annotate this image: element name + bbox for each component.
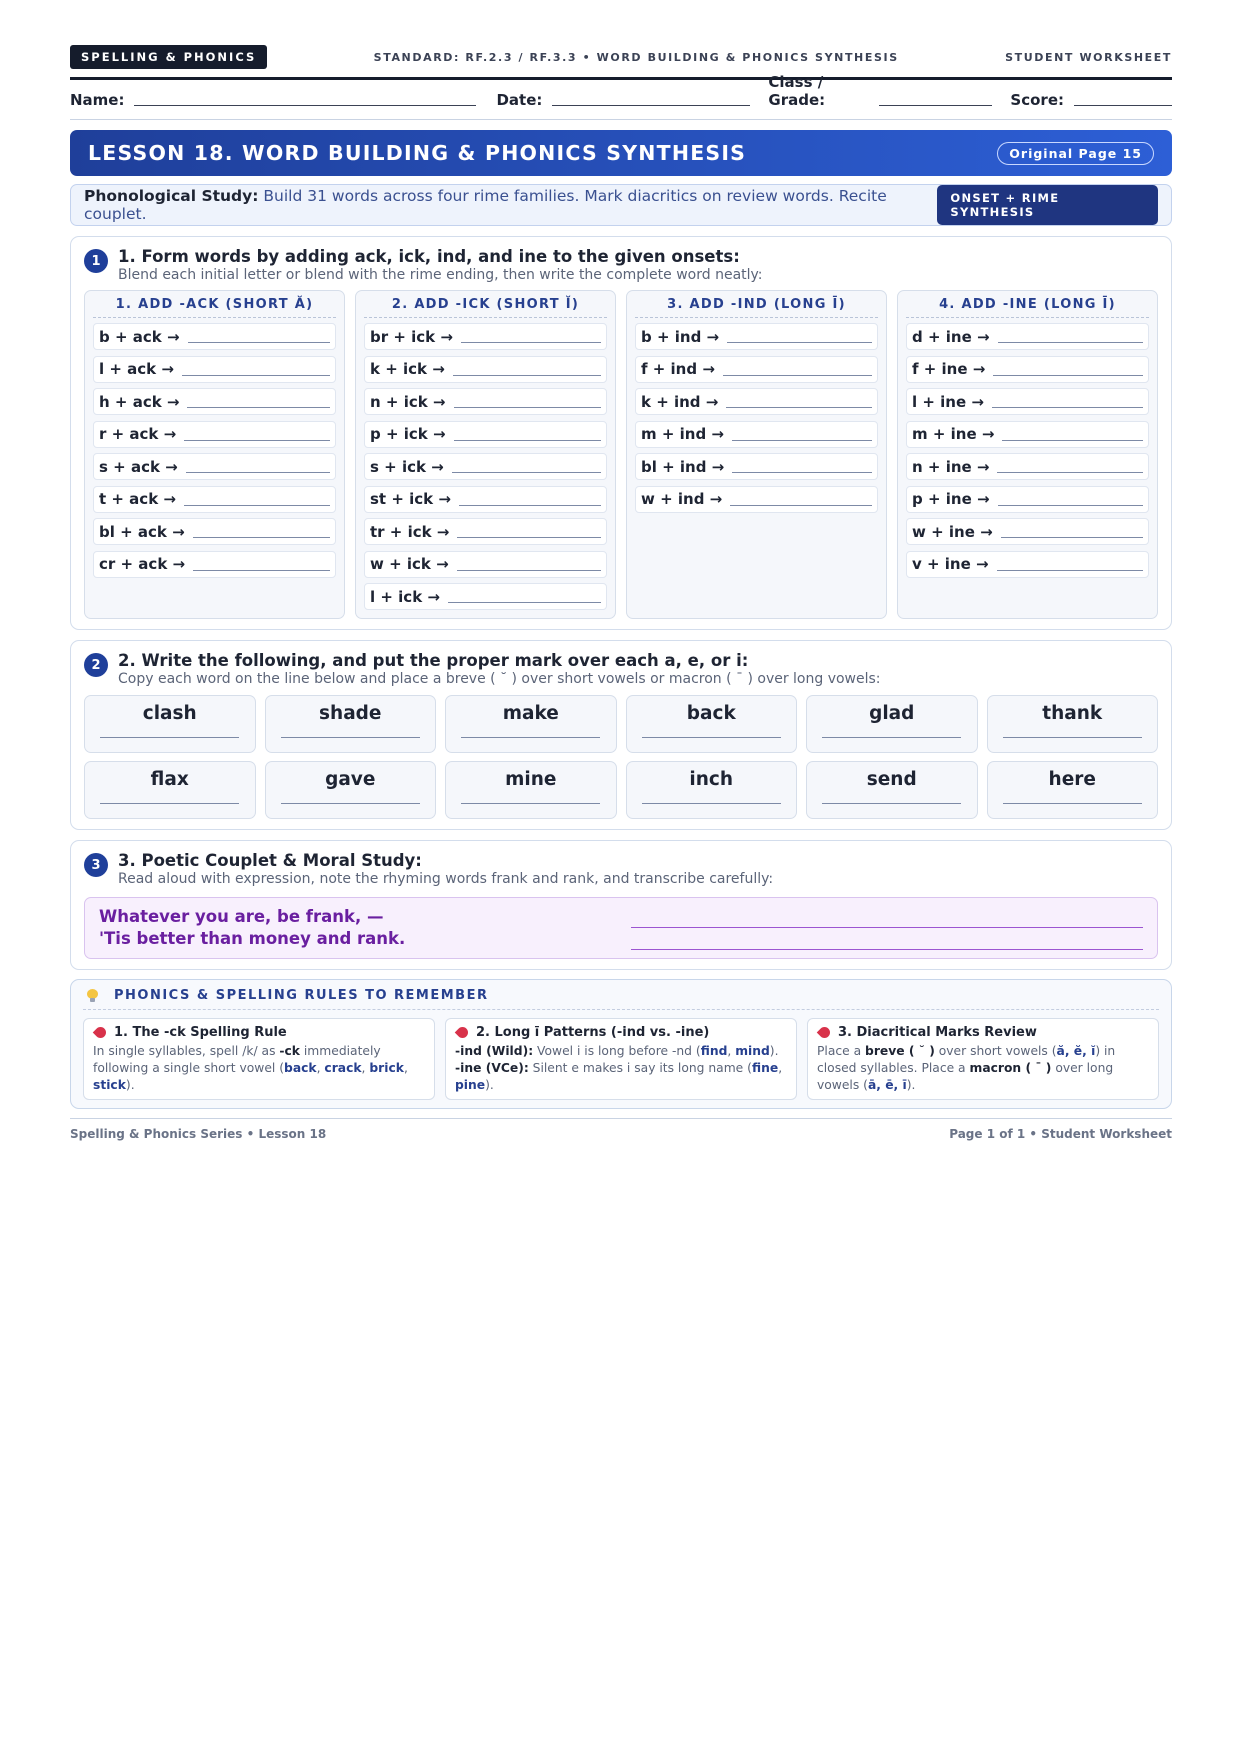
word-entry — [364, 421, 607, 448]
word-card — [265, 761, 437, 819]
rule-text: ). — [125, 1078, 135, 1092]
answer-line[interactable] — [100, 803, 239, 804]
review-word: flax — [150, 769, 189, 790]
word-entry — [364, 323, 607, 350]
rule-title-text: 2. Long ī Patterns (-ind vs. -ine) — [476, 1025, 710, 1040]
column-heading: 2. ADD -ICK (SHORT Ĭ) — [364, 297, 607, 318]
word-entry — [93, 453, 336, 480]
word-card — [445, 761, 617, 819]
onset-rime-label: br + ick → — [370, 327, 453, 346]
answer-line[interactable] — [992, 407, 1143, 408]
separator: , — [403, 1061, 408, 1075]
page-footer — [70, 1118, 1172, 1141]
category-tag: SPELLING & PHONICS — [70, 45, 267, 69]
rules-header — [83, 988, 1159, 1010]
footer-series: Spelling & Phonics Series • Lesson 18 — [70, 1127, 327, 1141]
review-word: back — [686, 703, 736, 724]
synthesis-tag: ONSET + RIME SYNTHESIS — [937, 185, 1158, 225]
rules-panel — [70, 979, 1172, 1109]
rime-columns — [84, 290, 1158, 619]
rule-text: immediately following a single short vowel ( — [93, 1044, 381, 1075]
answer-line[interactable] — [461, 737, 600, 738]
answer-line[interactable] — [726, 407, 872, 408]
review-word: thank — [1042, 703, 1103, 724]
couplet-text — [99, 906, 631, 950]
separator: , — [727, 1044, 736, 1058]
word-entry — [364, 518, 607, 545]
rule-text: over short vowels ( — [934, 1044, 1057, 1058]
rime-column-ind — [626, 290, 887, 619]
onset-rime-label: p + ick → — [370, 425, 446, 443]
review-word: clash — [142, 703, 197, 724]
section-2-subtitle: Copy each word on the line below and place a breve ( ˘ ) over short vowels or macron ( ¯ ) over long vowels: — [118, 671, 881, 687]
word-entry — [906, 551, 1149, 578]
word-card — [84, 761, 256, 819]
rime-column-ine — [897, 290, 1158, 619]
score-input-line[interactable] — [1074, 105, 1172, 106]
word-entry — [906, 421, 1149, 448]
couplet-line-1: Whatever you are, be frank, — — [99, 907, 384, 926]
rule-card-body — [93, 1043, 425, 1094]
onset-rime-label: w + ick → — [370, 555, 449, 573]
onset-rime-label: s + ack → — [99, 457, 178, 476]
onset-rime-label: n + ick → — [370, 392, 446, 411]
answer-line[interactable] — [642, 803, 781, 804]
word-entry — [906, 388, 1149, 415]
pushpin-icon — [455, 1025, 471, 1041]
rule-card-body — [817, 1043, 1149, 1094]
answer-line[interactable] — [998, 505, 1143, 506]
study-label: Phonological Study: — [84, 187, 259, 205]
onset-rime-label: m + ind → — [641, 425, 724, 443]
date-input-line[interactable] — [552, 105, 750, 106]
word-grid — [84, 695, 1158, 819]
separator: , — [316, 1061, 325, 1075]
rule-bold: -ine (VCe): — [455, 1061, 529, 1075]
answer-line[interactable] — [182, 375, 330, 376]
word-entry — [364, 356, 607, 383]
answer-line[interactable] — [1002, 440, 1143, 441]
worksheet-page — [70, 44, 1172, 1141]
section-poetic-couplet — [70, 840, 1172, 970]
word-entry — [906, 356, 1149, 383]
answer-line[interactable] — [1001, 537, 1143, 538]
rule-bold: -ind (Wild): — [455, 1044, 534, 1058]
answer-line[interactable] — [993, 375, 1143, 376]
answer-line[interactable] — [822, 803, 961, 804]
review-word: shade — [319, 703, 382, 724]
word-entry — [93, 486, 336, 513]
phonological-study-bar — [70, 184, 1172, 226]
rule-card-title — [817, 1025, 1149, 1040]
date-field[interactable] — [496, 91, 750, 109]
answer-line[interactable] — [997, 570, 1143, 571]
word-card — [265, 695, 437, 753]
section-2-title: 2. Write the following, and put the proper mark over each a, e, or i: — [118, 651, 749, 670]
answer-line[interactable] — [1003, 803, 1142, 804]
rule-card-diacritics — [807, 1018, 1159, 1100]
answer-line[interactable] — [188, 342, 330, 343]
rule-text: Place a — [817, 1044, 866, 1058]
rule-bold: -ck — [279, 1044, 300, 1058]
onset-rime-label: h + ack → — [99, 392, 180, 411]
word-entry — [906, 486, 1149, 513]
review-word: inch — [689, 769, 734, 790]
onset-rime-label: s + ick → — [370, 457, 444, 476]
word-entry — [906, 323, 1149, 350]
section-1-subtitle: Blend each initial letter or blend with the rime ending, then write the complete word neatly: — [118, 267, 763, 283]
answer-line[interactable] — [186, 472, 330, 473]
answer-line[interactable] — [457, 537, 601, 538]
lesson-banner — [70, 130, 1172, 176]
onset-rime-label: l + ine → — [912, 392, 984, 411]
onset-rime-label: k + ick → — [370, 360, 445, 378]
pushpin-icon — [817, 1025, 833, 1041]
transcription-line-1[interactable] — [631, 906, 1143, 928]
answer-line[interactable] — [998, 342, 1143, 343]
section-1-header — [84, 247, 1158, 283]
word-card — [806, 761, 978, 819]
rule-text: Silent e makes i say its long name ( — [528, 1061, 752, 1075]
word-entry — [364, 583, 607, 610]
onset-rime-label: bl + ind → — [641, 457, 725, 476]
answer-line[interactable] — [459, 505, 601, 506]
onset-rime-label: d + ine → — [912, 327, 990, 346]
example-word: pine — [455, 1078, 486, 1092]
word-entry — [93, 323, 336, 350]
section-3-header — [84, 851, 1158, 887]
section-2-header — [84, 651, 1158, 687]
example-word: find — [700, 1044, 728, 1058]
rule-cards — [83, 1018, 1159, 1100]
rule-title-text: 1. The -ck Spelling Rule — [114, 1025, 287, 1040]
onset-rime-label: cr + ack → — [99, 555, 186, 573]
onset-rime-label: l + ack → — [99, 360, 174, 378]
review-word: gave — [325, 769, 376, 790]
onset-rime-label: m + ine → — [912, 425, 995, 443]
onset-rime-label: v + ine → — [912, 555, 989, 573]
onset-rime-label: b + ack → — [99, 327, 180, 346]
onset-rime-label: r + ack → — [99, 425, 177, 443]
rule-card-body — [455, 1043, 787, 1094]
rule-text: Vowel i is long before -nd ( — [533, 1044, 701, 1058]
answer-line[interactable] — [193, 537, 330, 538]
class-input-line[interactable] — [879, 105, 993, 106]
word-entry — [93, 551, 336, 578]
word-entry — [364, 453, 607, 480]
word-entry — [93, 356, 336, 383]
word-entry — [635, 323, 878, 350]
separator: , — [361, 1061, 370, 1075]
lesson-title: LESSON 18. WORD BUILDING & PHONICS SYNTHESIS — [88, 141, 747, 165]
review-word: glad — [869, 703, 915, 724]
column-heading: 1. ADD -ACK (SHORT Ă) — [93, 297, 336, 318]
rule-card-long-i — [445, 1018, 797, 1100]
footer-page-number: Page 1 of 1 • Student Worksheet — [949, 1127, 1172, 1141]
word-card — [987, 695, 1159, 753]
rule-text: ). — [769, 1044, 779, 1058]
answer-line[interactable] — [997, 472, 1143, 473]
section-diacritic-marks — [70, 640, 1172, 830]
name-field[interactable] — [70, 91, 476, 109]
onset-rime-label: f + ind → — [641, 360, 715, 378]
answer-line[interactable] — [732, 440, 872, 441]
answer-line[interactable] — [822, 737, 961, 738]
answer-line[interactable] — [281, 803, 420, 804]
rule-card-ck — [83, 1018, 435, 1100]
study-text — [84, 187, 937, 223]
example-word: mind — [735, 1044, 770, 1058]
word-entry — [635, 356, 878, 383]
score-label: Score: — [1010, 91, 1064, 109]
top-header — [70, 44, 1172, 70]
class-field[interactable] — [768, 73, 992, 109]
rule-text: ) in closed syllables. Place a — [817, 1044, 1116, 1075]
example-vowels: ă, ĕ, ĭ — [1056, 1044, 1096, 1058]
rule-text: ). — [485, 1078, 494, 1092]
answer-line[interactable] — [461, 342, 601, 343]
column-heading: 4. ADD -INE (LONG Ī) — [906, 297, 1149, 318]
date-label: Date: — [496, 91, 543, 109]
answer-line[interactable] — [461, 803, 600, 804]
word-card — [626, 761, 798, 819]
separator: , — [778, 1061, 783, 1075]
example-vowels: ā, ē, ī — [867, 1078, 907, 1092]
rule-text: over long vowels ( — [817, 1061, 1114, 1092]
word-entry — [635, 421, 878, 448]
onset-rime-label: k + ind → — [641, 392, 719, 411]
answer-line[interactable] — [642, 737, 781, 738]
answer-line[interactable] — [184, 440, 330, 441]
word-entry — [635, 486, 878, 513]
answer-line[interactable] — [454, 407, 602, 408]
answer-line[interactable] — [184, 505, 330, 506]
transcription-lines — [631, 906, 1143, 950]
review-word: mine — [505, 769, 557, 790]
student-info-row — [70, 73, 1172, 120]
name-input-line[interactable] — [134, 105, 476, 106]
answer-line[interactable] — [100, 737, 239, 738]
lightbulb-icon — [87, 989, 98, 1003]
study-description: Build 31 words across four rime families. Mark diacritics on review words. Recite couplet. — [84, 187, 887, 223]
couplet-box — [84, 897, 1158, 959]
answer-line[interactable] — [453, 375, 601, 376]
word-card — [987, 761, 1159, 819]
rule-bold: breve ( ˘ ) — [865, 1044, 935, 1058]
answer-line[interactable] — [454, 440, 601, 441]
word-entry — [364, 388, 607, 415]
onset-rime-label: n + ine → — [912, 457, 990, 476]
rime-column-ick — [355, 290, 616, 619]
rule-card-title — [455, 1025, 787, 1040]
onset-rime-label: l + ick → — [370, 587, 440, 606]
rule-bold: macron ( ¯ ) — [969, 1061, 1052, 1075]
pushpin-icon — [93, 1025, 109, 1041]
example-word: brick — [369, 1061, 404, 1075]
answer-line[interactable] — [732, 472, 872, 473]
section-3-subtitle: Read aloud with expression, note the rhyming words frank and rank, and transcribe carefully: — [118, 871, 774, 887]
onset-rime-label: bl + ack → — [99, 522, 185, 541]
transcription-line-2[interactable] — [631, 928, 1143, 950]
word-entry — [635, 388, 878, 415]
word-card — [626, 695, 798, 753]
word-entry — [364, 551, 607, 578]
word-entry — [906, 518, 1149, 545]
example-word: stick — [93, 1078, 126, 1092]
word-entry — [906, 453, 1149, 480]
review-word: here — [1048, 769, 1096, 790]
answer-line[interactable] — [193, 570, 330, 571]
review-word: make — [502, 703, 559, 724]
word-card — [445, 695, 617, 753]
answer-line[interactable] — [452, 472, 601, 473]
answer-line[interactable] — [448, 602, 601, 603]
rules-heading: PHONICS & SPELLING RULES TO REMEMBER — [114, 988, 489, 1003]
answer-line[interactable] — [723, 375, 872, 376]
answer-line[interactable] — [727, 342, 872, 343]
example-word: back — [284, 1061, 317, 1075]
example-word: fine — [751, 1061, 779, 1075]
rime-column-ack — [84, 290, 345, 619]
word-card — [806, 695, 978, 753]
answer-line[interactable] — [1003, 737, 1142, 738]
review-word: send — [866, 769, 917, 790]
section-3-title: 3. Poetic Couplet & Moral Study: — [118, 851, 422, 870]
word-card — [84, 695, 256, 753]
onset-rime-label: tr + ick → — [370, 522, 450, 541]
example-word: crack — [324, 1061, 362, 1075]
name-label: Name: — [70, 91, 125, 109]
rule-card-title — [93, 1025, 425, 1040]
onset-rime-label: st + ick → — [370, 490, 451, 508]
word-entry — [93, 388, 336, 415]
section-word-building — [70, 236, 1172, 630]
word-entry — [93, 421, 336, 448]
answer-line[interactable] — [281, 737, 420, 738]
onset-rime-label: w + ind → — [641, 490, 723, 508]
class-label: Class / Grade: — [768, 73, 826, 109]
word-entry — [93, 518, 336, 545]
answer-line[interactable] — [187, 407, 330, 408]
word-entry — [635, 453, 878, 480]
standard-text: STANDARD: RF.2.3 / RF.3.3 • WORD BUILDING & PHONICS SYNTHESIS — [373, 50, 899, 64]
score-field[interactable] — [1010, 91, 1172, 109]
rule-text: In single syllables, spell /k/ as — [93, 1044, 280, 1058]
onset-rime-label: w + ine → — [912, 522, 993, 541]
section-number-badge: 1 — [84, 249, 108, 273]
word-entry — [364, 486, 607, 513]
answer-line[interactable] — [730, 505, 872, 506]
onset-rime-label: b + ind → — [641, 327, 720, 346]
section-1-title: 1. Form words by adding ack, ick, ind, and ine to the given onsets: — [118, 247, 740, 266]
section-number-badge: 2 — [84, 653, 108, 677]
doc-type-label: STUDENT WORKSHEET — [1005, 50, 1172, 64]
couplet-line-2: 'Tis better than money and rank. — [99, 929, 406, 948]
rule-text: ). — [906, 1078, 916, 1092]
onset-rime-label: t + ack → — [99, 490, 176, 508]
column-heading: 3. ADD -IND (LONG Ī) — [635, 297, 878, 318]
onset-rime-label: f + ine → — [912, 360, 986, 378]
onset-rime-label: p + ine → — [912, 490, 990, 508]
original-page-badge: Original Page 15 — [997, 142, 1154, 165]
section-number-badge: 3 — [84, 853, 108, 877]
answer-line[interactable] — [457, 570, 601, 571]
rule-title-text: 3. Diacritical Marks Review — [838, 1025, 1037, 1040]
